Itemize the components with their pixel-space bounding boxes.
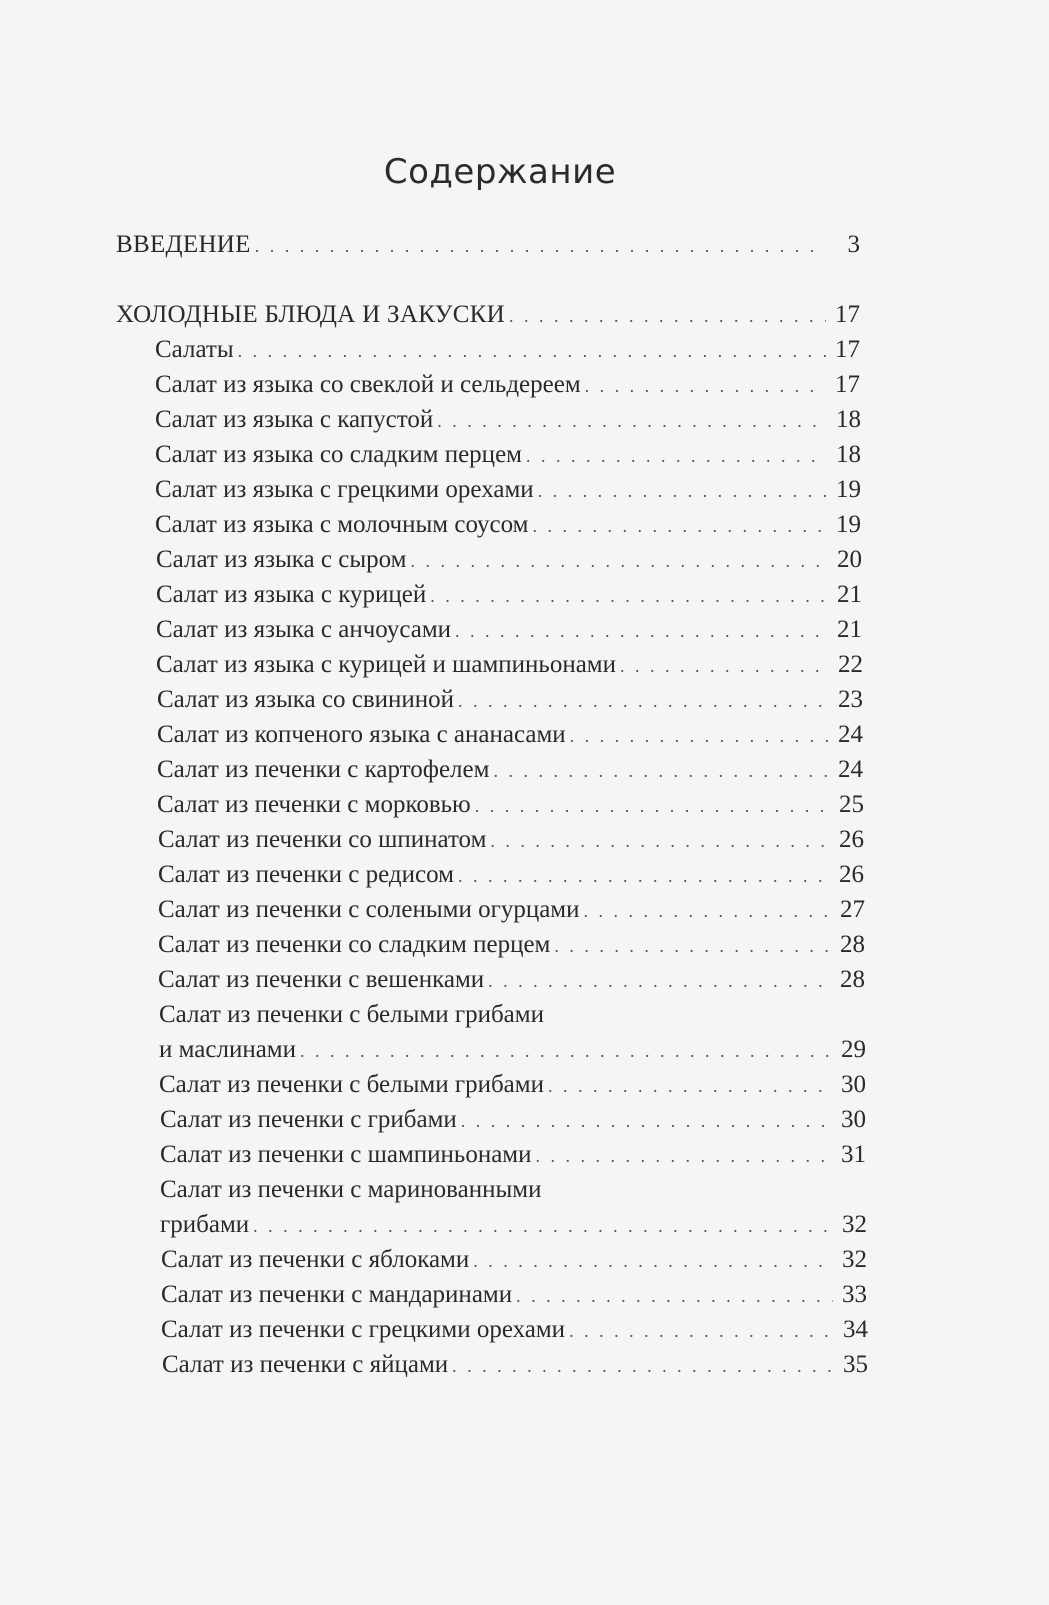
toc-entry [155, 406, 861, 442]
toc-entry-label: грибами [160, 1211, 250, 1238]
dot-leader [548, 1076, 832, 1097]
toc-entry [158, 826, 864, 862]
dot-leader [569, 1321, 834, 1342]
toc-entry-label: Салат из печенки с грецкими орехами [161, 1316, 566, 1343]
toc-entry [161, 1281, 867, 1317]
toc-entry [161, 1246, 867, 1282]
toc-entry-page: 25 [839, 791, 864, 818]
toc-entry-page: 24 [838, 756, 863, 783]
dot-leader [490, 831, 830, 852]
toc-entry-label: Салат из языка с курицей и шампиньонами [156, 651, 617, 678]
toc-entry-label: Салат из языка с сыром [156, 546, 407, 573]
toc-entry-label: Салат из языка с капустой [155, 406, 434, 433]
toc-entry-label: Салат из копченого языка с ананасами [157, 721, 566, 748]
toc-entry-page: 27 [840, 896, 865, 923]
toc-entry-label: Салат из печенки со шпинатом [158, 826, 487, 853]
toc-entry-label: Салат из языка со свининой [157, 686, 455, 713]
dot-leader [620, 656, 829, 677]
dot-leader [300, 1041, 832, 1062]
toc-entry-label: Салат из печенки с картофелем [157, 756, 490, 783]
toc-entry-page: 32 [842, 1211, 867, 1238]
toc-entry [156, 581, 862, 617]
toc-entry-page: 20 [837, 546, 862, 573]
toc-entry-page: 3 [847, 231, 860, 258]
toc-entry-label: Салат из языка со сладким перцем [155, 441, 522, 468]
toc-entry-label: Салат из языка с анчоусами [156, 616, 452, 643]
toc-entry-page: 18 [836, 441, 861, 468]
toc-entry [155, 336, 860, 372]
toc-entry [160, 1141, 866, 1177]
toc-entry-page: 28 [840, 966, 865, 993]
dot-leader [488, 971, 831, 992]
toc-entry-page: 29 [841, 1036, 866, 1063]
toc-entry-label: Салат из печенки с белыми грибами [159, 1001, 544, 1028]
toc-entry [159, 1071, 866, 1107]
dot-leader [410, 551, 828, 572]
toc-entry [156, 651, 863, 687]
dot-leader [430, 586, 828, 607]
toc-entry [158, 861, 864, 897]
dot-leader [238, 341, 826, 362]
toc-entry [159, 1036, 866, 1072]
toc-entry [160, 1211, 867, 1247]
toc-entry-page: 31 [841, 1141, 866, 1168]
dot-leader [455, 621, 828, 642]
toc-entry-label: Салат из печенки с грибами [160, 1106, 457, 1133]
toc-entry-label: Салат из печенки с мандаринами [161, 1281, 513, 1308]
toc-entry [158, 931, 865, 967]
toc-entry-label: Салат из языка с курицей [156, 581, 427, 608]
dot-leader [554, 936, 831, 957]
toc-entry-page: 26 [839, 861, 864, 888]
toc-entry [158, 896, 865, 932]
dot-leader [532, 516, 827, 537]
toc-entry-label: Салат из печенки со сладким перцем [158, 931, 551, 958]
toc-entry-label: Салат из печенки с шампиньонами [160, 1141, 532, 1168]
dot-leader [570, 726, 829, 747]
toc-entry-page: 26 [839, 826, 864, 853]
toc-entry-label: Салат из печенки с яблоками [161, 1246, 470, 1273]
toc-entry [156, 616, 862, 652]
dot-leader [437, 411, 827, 432]
page-title: Содержание [383, 152, 617, 192]
toc-entry [116, 231, 860, 267]
toc-entry [155, 476, 861, 512]
dot-leader [458, 866, 830, 887]
dot-leader [538, 481, 827, 502]
toc-entry [157, 721, 863, 757]
dot-leader [584, 901, 831, 922]
toc-entry [160, 1176, 866, 1212]
dot-leader [475, 796, 830, 817]
toc-entry [155, 511, 861, 547]
dot-leader [493, 761, 829, 782]
dot-leader [458, 691, 829, 712]
toc-entry [157, 756, 863, 792]
toc-entry-page: 21 [837, 616, 862, 643]
toc-entry-page: 19 [836, 476, 861, 503]
dot-leader [253, 1216, 833, 1237]
dot-leader [255, 236, 826, 257]
toc-entry [159, 1001, 865, 1037]
toc-entry-page: 17 [835, 336, 860, 363]
toc-entry [155, 371, 860, 407]
toc-entry-label: Салат из печенки с маринованными [160, 1176, 542, 1203]
toc-entry-page: 18 [836, 406, 861, 433]
dot-leader [516, 1286, 833, 1307]
toc-entry-page: 30 [841, 1106, 866, 1133]
toc-entry-label: Салаты [155, 336, 234, 363]
toc-entry-label: и маслинами [159, 1036, 296, 1063]
toc-entry-label: Салат из печенки с солеными огурцами [158, 896, 580, 923]
toc-entry [155, 441, 861, 477]
toc-entry-label: Салат из печенки с яйцами [162, 1351, 449, 1378]
dot-leader [526, 446, 827, 467]
toc-entry-page: 21 [837, 581, 862, 608]
toc-entry [157, 791, 864, 827]
toc-entry-page: 22 [838, 651, 863, 678]
toc-entry-page: 35 [843, 1351, 868, 1378]
toc-entry-label: Салат из печенки с белыми грибами [159, 1071, 544, 1098]
toc-entry [162, 1351, 868, 1387]
toc-entry [158, 966, 865, 1002]
toc-entry-label: ВВЕДЕНИЕ [116, 231, 251, 258]
toc-entry-page: 24 [838, 721, 863, 748]
toc-entry-page: 33 [842, 1281, 867, 1308]
toc-entry-label: Салат из печенки с редисом [158, 861, 454, 888]
dot-leader [461, 1111, 832, 1132]
toc-entry-page: 17 [835, 371, 860, 398]
dot-leader [536, 1146, 833, 1167]
toc-entry-label: Салат из печенки с морковью [157, 791, 471, 818]
toc-entry [156, 546, 862, 582]
toc-entry-page: 17 [835, 301, 860, 328]
toc-entry-label: Салат из языка с грецкими орехами [155, 476, 534, 503]
toc-entry-page: 34 [843, 1316, 868, 1343]
toc-entry-page: 19 [836, 511, 861, 538]
toc-entry-label: ХОЛОДНЫЕ БЛЮДА И ЗАКУСКИ [116, 301, 506, 328]
toc-entry-page: 23 [838, 686, 863, 713]
dot-leader [585, 376, 826, 397]
toc-entry-label: Салат из языка с молочным соусом [155, 511, 529, 538]
dot-leader [452, 1356, 834, 1377]
toc-entry-page: 30 [841, 1071, 866, 1098]
toc-entry [157, 686, 863, 722]
toc-entry-page: 28 [840, 931, 865, 958]
toc-entry-label: Салат из печенки с вешенками [158, 966, 485, 993]
toc-entry-label: Салат из языка со свеклой и сельдереем [155, 371, 581, 398]
dot-leader [473, 1251, 833, 1272]
toc-entry [161, 1316, 868, 1352]
toc-entry-page: 32 [842, 1246, 867, 1273]
dot-leader [509, 306, 826, 327]
toc-entry [116, 301, 860, 337]
toc-entry [160, 1106, 866, 1142]
